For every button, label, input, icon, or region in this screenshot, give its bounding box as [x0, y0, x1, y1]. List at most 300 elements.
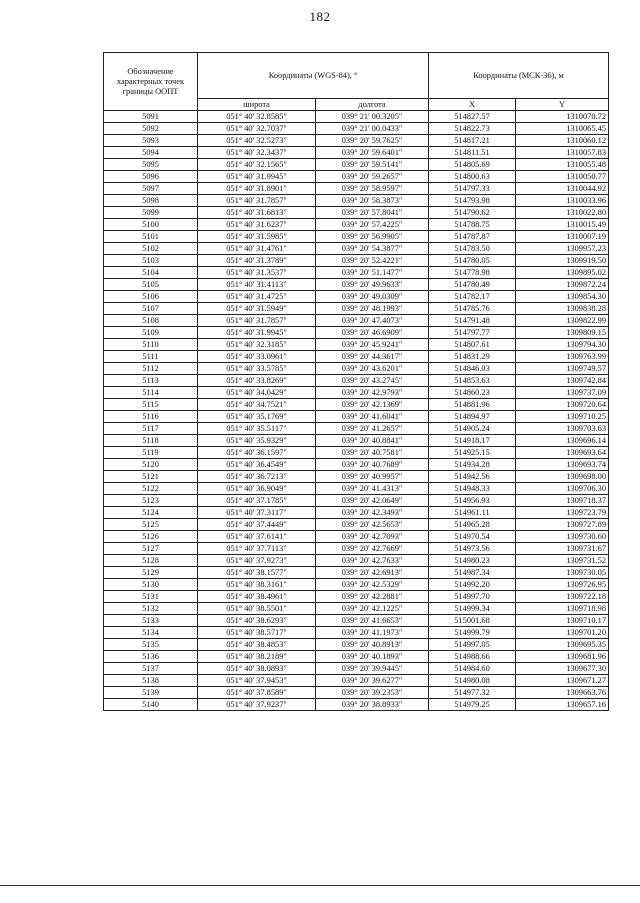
- latitude-cell: 051° 40' 37.9273": [198, 555, 316, 567]
- y-cell: 1309663.76: [516, 687, 609, 699]
- table-row: [104, 603, 609, 615]
- table-row: [104, 231, 609, 243]
- latitude-cell: 051° 40' 35.1769": [198, 411, 316, 423]
- x-cell: 514805.69: [429, 159, 516, 171]
- y-cell: 1309731.67: [516, 543, 609, 555]
- longitude-cell: 039° 20' 41.4313": [316, 483, 429, 495]
- x-cell: 514827.57: [429, 111, 516, 123]
- latitude-cell: 051° 40' 32.3437": [198, 147, 316, 159]
- latitude-cell: 051° 40' 36.1597": [198, 447, 316, 459]
- longitude-cell: 039° 20' 39.2353": [316, 687, 429, 699]
- table-row: [104, 699, 609, 711]
- latitude-cell: 051° 40' 37.9237": [198, 699, 316, 711]
- x-cell: 514831.29: [429, 351, 516, 363]
- longitude-cell: 039° 20' 41.6653": [316, 615, 429, 627]
- table-row: [104, 555, 609, 567]
- y-cell: 1309671.27: [516, 675, 609, 687]
- y-cell: 1309794.30: [516, 339, 609, 351]
- longitude-cell: 039° 20' 59.5141": [316, 159, 429, 171]
- table-row: [104, 567, 609, 579]
- point-id-cell: 5127: [104, 543, 198, 555]
- point-id-cell: 5135: [104, 639, 198, 651]
- latitude-cell: 051° 40' 38.5717": [198, 627, 316, 639]
- point-id-cell: 5119: [104, 447, 198, 459]
- x-cell: 514822.73: [429, 123, 516, 135]
- point-id-cell: 5107: [104, 303, 198, 315]
- longitude-cell: 039° 20' 40.8913": [316, 639, 429, 651]
- table-row: [104, 123, 609, 135]
- x-cell: 514925.15: [429, 447, 516, 459]
- latitude-cell: 051° 40' 31.3537": [198, 267, 316, 279]
- table-row: [104, 459, 609, 471]
- y-cell: 1309809.15: [516, 327, 609, 339]
- latitude-cell: 051° 40' 34.0429": [198, 387, 316, 399]
- point-id-cell: 5112: [104, 363, 198, 375]
- y-cell: 1309838.28: [516, 303, 609, 315]
- bottom-rule: [0, 885, 640, 886]
- y-cell: 1309696.14: [516, 435, 609, 447]
- table-row: [104, 219, 609, 231]
- y-cell: 1309720.64: [516, 399, 609, 411]
- y-cell: 1309749.57: [516, 363, 609, 375]
- latitude-cell: 051° 40' 38.3161": [198, 579, 316, 591]
- longitude-cell: 039° 20' 42.7633": [316, 555, 429, 567]
- x-cell: 514956.93: [429, 495, 516, 507]
- y-cell: 1309723.79: [516, 507, 609, 519]
- x-cell: 514800.63: [429, 171, 516, 183]
- y-cell: 1309722.18: [516, 591, 609, 603]
- table-row: [104, 315, 609, 327]
- latitude-cell: 051° 40' 35.5117": [198, 423, 316, 435]
- table-row: [104, 423, 609, 435]
- y-cell: 1310044.92: [516, 183, 609, 195]
- latitude-cell: 051° 40' 31.4725": [198, 291, 316, 303]
- latitude-cell: 051° 40' 35.9329": [198, 435, 316, 447]
- x-cell: 514997.05: [429, 639, 516, 651]
- latitude-cell: 051° 40' 31.5985": [198, 231, 316, 243]
- table-row: [104, 543, 609, 555]
- point-id-cell: 5098: [104, 195, 198, 207]
- longitude-cell: 039° 20' 42.3493": [316, 507, 429, 519]
- latitude-cell: 051° 40' 37.7113": [198, 543, 316, 555]
- table-row: [104, 339, 609, 351]
- longitude-cell: 039° 20' 40.1893": [316, 651, 429, 663]
- header-latitude: широта: [198, 99, 316, 111]
- longitude-cell: 039° 20' 43.6201": [316, 363, 429, 375]
- point-id-cell: 5121: [104, 471, 198, 483]
- point-id-cell: 5097: [104, 183, 198, 195]
- latitude-cell: 051° 40' 38.1577": [198, 567, 316, 579]
- longitude-cell: 039° 20' 42.2881": [316, 591, 429, 603]
- table-row: [104, 291, 609, 303]
- x-cell: 514846.03: [429, 363, 516, 375]
- longitude-cell: 039° 20' 40.8841": [316, 435, 429, 447]
- latitude-cell: 051° 40' 31.5949": [198, 303, 316, 315]
- point-id-cell: 5140: [104, 699, 198, 711]
- y-cell: 1309710.17: [516, 615, 609, 627]
- y-cell: 1310057.83: [516, 147, 609, 159]
- x-cell: 514965.28: [429, 519, 516, 531]
- latitude-cell: 051° 40' 37.4449": [198, 519, 316, 531]
- longitude-cell: 039° 21' 00.3205": [316, 111, 429, 123]
- point-id-cell: 5114: [104, 387, 198, 399]
- header-point: Обозначение характерных точек границы ООПТ: [104, 53, 198, 111]
- table-row: [104, 591, 609, 603]
- longitude-cell: 039° 20' 42.0649": [316, 495, 429, 507]
- y-cell: 1309718.37: [516, 495, 609, 507]
- y-cell: 1310033.96: [516, 195, 609, 207]
- longitude-cell: 039° 20' 42.1225": [316, 603, 429, 615]
- table-row: [104, 279, 609, 291]
- table-row: [104, 687, 609, 699]
- point-id-cell: 5138: [104, 675, 198, 687]
- point-id-cell: 5133: [104, 615, 198, 627]
- x-cell: 514973.56: [429, 543, 516, 555]
- y-cell: 1309695.35: [516, 639, 609, 651]
- x-cell: 514778.98: [429, 267, 516, 279]
- y-cell: 1310022.80: [516, 207, 609, 219]
- longitude-cell: 039° 20' 47.4073": [316, 315, 429, 327]
- table-row: [104, 207, 609, 219]
- x-cell: 514934.28: [429, 459, 516, 471]
- longitude-cell: 039° 20' 42.9793": [316, 387, 429, 399]
- longitude-cell: 039° 20' 41.2657": [316, 423, 429, 435]
- latitude-cell: 051° 40' 36.7213": [198, 471, 316, 483]
- table-row: [104, 171, 609, 183]
- y-cell: 1310015.49: [516, 219, 609, 231]
- y-cell: 1309822.99: [516, 315, 609, 327]
- table-row: [104, 147, 609, 159]
- x-cell: 514894.97: [429, 411, 516, 423]
- y-cell: 1309854.30: [516, 291, 609, 303]
- longitude-cell: 039° 20' 43.2745": [316, 375, 429, 387]
- table-row: [104, 243, 609, 255]
- x-cell: 514980.08: [429, 675, 516, 687]
- x-cell: 514979.25: [429, 699, 516, 711]
- table-row: [104, 303, 609, 315]
- latitude-cell: 051° 40' 37.6141": [198, 531, 316, 543]
- latitude-cell: 051° 40' 37.1785": [198, 495, 316, 507]
- x-cell: 514811.51: [429, 147, 516, 159]
- x-cell: 514785.76: [429, 303, 516, 315]
- y-cell: 1309703.63: [516, 423, 609, 435]
- latitude-cell: 051° 40' 31.7857": [198, 315, 316, 327]
- longitude-cell: 039° 20' 40.9957": [316, 471, 429, 483]
- point-id-cell: 5125: [104, 519, 198, 531]
- y-cell: 1309693.74: [516, 459, 609, 471]
- x-cell: 514797.77: [429, 327, 516, 339]
- longitude-cell: 039° 20' 48.1993": [316, 303, 429, 315]
- point-id-cell: 5111: [104, 351, 198, 363]
- longitude-cell: 039° 20' 44.3617": [316, 351, 429, 363]
- table-row: [104, 195, 609, 207]
- longitude-cell: 039° 20' 59.2657": [316, 171, 429, 183]
- x-cell: 514782.17: [429, 291, 516, 303]
- y-cell: 1310007.19: [516, 231, 609, 243]
- y-cell: 1309681.96: [516, 651, 609, 663]
- point-id-cell: 5101: [104, 231, 198, 243]
- point-id-cell: 5136: [104, 651, 198, 663]
- point-id-cell: 5092: [104, 123, 198, 135]
- x-cell: 514817.21: [429, 135, 516, 147]
- point-id-cell: 5095: [104, 159, 198, 171]
- latitude-cell: 051° 40' 32.7037": [198, 123, 316, 135]
- latitude-cell: 051° 40' 33.5785": [198, 363, 316, 375]
- x-cell: 514987.34: [429, 567, 516, 579]
- latitude-cell: 051° 40' 31.7857": [198, 195, 316, 207]
- table-row: [104, 531, 609, 543]
- x-cell: 514942.56: [429, 471, 516, 483]
- x-cell: 514977.32: [429, 687, 516, 699]
- table-row: [104, 519, 609, 531]
- y-cell: 1309727.89: [516, 519, 609, 531]
- x-cell: 514997.70: [429, 591, 516, 603]
- longitude-cell: 039° 20' 42.7093": [316, 531, 429, 543]
- point-id-cell: 5130: [104, 579, 198, 591]
- y-cell: 1309957.23: [516, 243, 609, 255]
- header-x: X: [429, 99, 516, 111]
- longitude-cell: 039° 20' 42.5653": [316, 519, 429, 531]
- table-row: [104, 663, 609, 675]
- y-cell: 1309710.25: [516, 411, 609, 423]
- coordinates-table: [103, 52, 609, 711]
- latitude-cell: 051° 40' 38.6293": [198, 615, 316, 627]
- table-row: [104, 651, 609, 663]
- x-cell: 514980.23: [429, 555, 516, 567]
- y-cell: 1310050.77: [516, 171, 609, 183]
- longitude-cell: 039° 20' 59.6401": [316, 147, 429, 159]
- point-id-cell: 5113: [104, 375, 198, 387]
- longitude-cell: 039° 20' 38.8933": [316, 699, 429, 711]
- longitude-cell: 039° 20' 58.9597": [316, 183, 429, 195]
- point-id-cell: 5134: [104, 627, 198, 639]
- longitude-cell: 039° 20' 42.7669": [316, 543, 429, 555]
- header-longitude: долгота: [316, 99, 429, 111]
- x-cell: 514961.11: [429, 507, 516, 519]
- point-id-cell: 5100: [104, 219, 198, 231]
- latitude-cell: 051° 40' 34.7521": [198, 399, 316, 411]
- longitude-cell: 039° 20' 56.9905": [316, 231, 429, 243]
- x-cell: 514790.62: [429, 207, 516, 219]
- latitude-cell: 051° 40' 31.9945": [198, 171, 316, 183]
- table-row: [104, 327, 609, 339]
- table-row: [104, 639, 609, 651]
- x-cell: 514853.63: [429, 375, 516, 387]
- point-id-cell: 5120: [104, 459, 198, 471]
- latitude-cell: 051° 40' 31.4761": [198, 243, 316, 255]
- x-cell: 514860.23: [429, 387, 516, 399]
- longitude-cell: 039° 20' 46.6909": [316, 327, 429, 339]
- latitude-cell: 051° 40' 36.9049": [198, 483, 316, 495]
- longitude-cell: 039° 20' 42.1369": [316, 399, 429, 411]
- longitude-cell: 039° 20' 42.6913": [316, 567, 429, 579]
- point-id-cell: 5102: [104, 243, 198, 255]
- longitude-cell: 039° 20' 49.0309": [316, 291, 429, 303]
- longitude-cell: 039° 20' 41.6041": [316, 411, 429, 423]
- longitude-cell: 039° 20' 54.3877": [316, 243, 429, 255]
- x-cell: 514905.24: [429, 423, 516, 435]
- point-id-cell: 5091: [104, 111, 198, 123]
- y-cell: 1309677.30: [516, 663, 609, 675]
- x-cell: 514783.50: [429, 243, 516, 255]
- latitude-cell: 051° 40' 38.4961": [198, 591, 316, 603]
- latitude-cell: 051° 40' 31.6237": [198, 219, 316, 231]
- x-cell: 514791.48: [429, 315, 516, 327]
- x-cell: 514948.33: [429, 483, 516, 495]
- table-row: [104, 351, 609, 363]
- latitude-cell: 051° 40' 31.3789": [198, 255, 316, 267]
- longitude-cell: 039° 20' 51.1477": [316, 267, 429, 279]
- y-cell: 1309706.30: [516, 483, 609, 495]
- table-row: [104, 447, 609, 459]
- table-row: [104, 495, 609, 507]
- table-row: [104, 363, 609, 375]
- y-cell: 1309718.98: [516, 603, 609, 615]
- point-id-cell: 5109: [104, 327, 198, 339]
- latitude-cell: 051° 40' 31.4113": [198, 279, 316, 291]
- latitude-cell: 051° 40' 32.3185": [198, 339, 316, 351]
- point-id-cell: 5118: [104, 435, 198, 447]
- point-id-cell: 5105: [104, 279, 198, 291]
- longitude-cell: 039° 20' 52.4221": [316, 255, 429, 267]
- y-cell: 1310065.45: [516, 123, 609, 135]
- y-cell: 1309763.99: [516, 351, 609, 363]
- table-row: [104, 435, 609, 447]
- x-cell: 514992.20: [429, 579, 516, 591]
- table-row: [104, 675, 609, 687]
- latitude-cell: 051° 40' 31.6813": [198, 207, 316, 219]
- table-row: [104, 255, 609, 267]
- table-row: [104, 399, 609, 411]
- x-cell: 514988.66: [429, 651, 516, 663]
- y-cell: 1309742.84: [516, 375, 609, 387]
- y-cell: 1309872.24: [516, 279, 609, 291]
- point-id-cell: 5096: [104, 171, 198, 183]
- table-row: [104, 615, 609, 627]
- point-id-cell: 5124: [104, 507, 198, 519]
- y-cell: 1309731.52: [516, 555, 609, 567]
- x-cell: 515001.68: [429, 615, 516, 627]
- y-cell: 1309701.20: [516, 627, 609, 639]
- longitude-cell: 039° 20' 58.3873": [316, 195, 429, 207]
- table-row: [104, 267, 609, 279]
- point-id-cell: 5099: [104, 207, 198, 219]
- latitude-cell: 051° 40' 38.4853": [198, 639, 316, 651]
- latitude-cell: 051° 40' 31.8901": [198, 183, 316, 195]
- point-id-cell: 5108: [104, 315, 198, 327]
- y-cell: 1309693.64: [516, 447, 609, 459]
- x-cell: 514793.98: [429, 195, 516, 207]
- x-cell: 514780.49: [429, 279, 516, 291]
- x-cell: 514787.87: [429, 231, 516, 243]
- header-y: Y: [516, 99, 609, 111]
- longitude-cell: 039° 20' 41.1973": [316, 627, 429, 639]
- table-row: [104, 411, 609, 423]
- y-cell: 1309726.95: [516, 579, 609, 591]
- y-cell: 1309730.60: [516, 531, 609, 543]
- longitude-cell: 039° 20' 45.9241": [316, 339, 429, 351]
- point-id-cell: 5115: [104, 399, 198, 411]
- longitude-cell: 039° 20' 57.4225": [316, 219, 429, 231]
- header-msk36: Координаты (МСК-36), м: [429, 53, 609, 99]
- latitude-cell: 051° 40' 38.2189": [198, 651, 316, 663]
- longitude-cell: 039° 20' 39.9445": [316, 663, 429, 675]
- longitude-cell: 039° 20' 40.7581": [316, 447, 429, 459]
- x-cell: 514999.34: [429, 603, 516, 615]
- table-row: [104, 375, 609, 387]
- y-cell: 1309895.02: [516, 267, 609, 279]
- x-cell: 514881.96: [429, 399, 516, 411]
- table-row: [104, 387, 609, 399]
- point-id-cell: 5132: [104, 603, 198, 615]
- point-id-cell: 5139: [104, 687, 198, 699]
- latitude-cell: 051° 40' 38.0893": [198, 663, 316, 675]
- longitude-cell: 039° 20' 59.7625": [316, 135, 429, 147]
- table-row: [104, 579, 609, 591]
- y-cell: 1309657.16: [516, 699, 609, 711]
- point-id-cell: 5123: [104, 495, 198, 507]
- longitude-cell: 039° 21' 00.0433": [316, 123, 429, 135]
- table-row: [104, 159, 609, 171]
- table-row: [104, 471, 609, 483]
- point-id-cell: 5137: [104, 663, 198, 675]
- point-id-cell: 5106: [104, 291, 198, 303]
- x-cell: 514999.79: [429, 627, 516, 639]
- x-cell: 514918.17: [429, 435, 516, 447]
- y-cell: 1310055.48: [516, 159, 609, 171]
- point-id-cell: 5103: [104, 255, 198, 267]
- table-row: [104, 627, 609, 639]
- latitude-cell: 051° 40' 38.5501": [198, 603, 316, 615]
- table-row: [104, 111, 609, 123]
- point-id-cell: 5117: [104, 423, 198, 435]
- point-id-cell: 5110: [104, 339, 198, 351]
- y-cell: 1309737.09: [516, 387, 609, 399]
- point-id-cell: 5116: [104, 411, 198, 423]
- longitude-cell: 039° 20' 57.8041": [316, 207, 429, 219]
- table-row: [104, 183, 609, 195]
- point-id-cell: 5122: [104, 483, 198, 495]
- latitude-cell: 051° 40' 36.4549": [198, 459, 316, 471]
- longitude-cell: 039° 20' 42.5329": [316, 579, 429, 591]
- table-row: [104, 507, 609, 519]
- x-cell: 514807.61: [429, 339, 516, 351]
- y-cell: 1309919.50: [516, 255, 609, 267]
- table-row: [104, 483, 609, 495]
- longitude-cell: 039° 20' 40.7689": [316, 459, 429, 471]
- latitude-cell: 051° 40' 37.8589": [198, 687, 316, 699]
- x-cell: 514984.60: [429, 663, 516, 675]
- point-id-cell: 5094: [104, 147, 198, 159]
- y-cell: 1309730.05: [516, 567, 609, 579]
- point-id-cell: 5126: [104, 531, 198, 543]
- x-cell: 514970.54: [429, 531, 516, 543]
- latitude-cell: 051° 40' 37.3117": [198, 507, 316, 519]
- latitude-cell: 051° 40' 32.1565": [198, 159, 316, 171]
- x-cell: 514797.33: [429, 183, 516, 195]
- x-cell: 514788.75: [429, 219, 516, 231]
- point-id-cell: 5128: [104, 555, 198, 567]
- latitude-cell: 051° 40' 32.8585": [198, 111, 316, 123]
- longitude-cell: 039° 20' 49.9633": [316, 279, 429, 291]
- x-cell: 514780.05: [429, 255, 516, 267]
- point-id-cell: 5131: [104, 591, 198, 603]
- point-id-cell: 5093: [104, 135, 198, 147]
- longitude-cell: 039° 20' 39.6277": [316, 675, 429, 687]
- table-body: [104, 111, 609, 711]
- point-id-cell: 5104: [104, 267, 198, 279]
- point-id-cell: 5129: [104, 567, 198, 579]
